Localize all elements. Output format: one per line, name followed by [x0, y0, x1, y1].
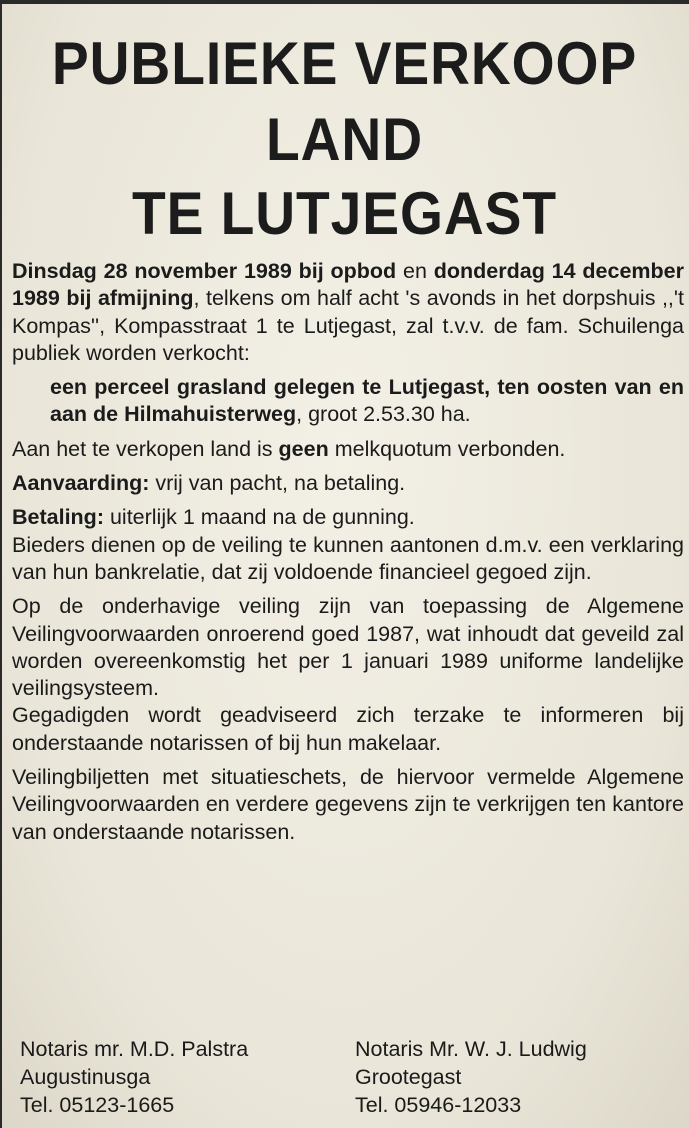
auction-date-2: donderdag 14 december 1989 bij afmijning	[12, 259, 684, 311]
auction-date-1: Dinsdag 28 november 1989 bij opbod	[12, 259, 397, 283]
parcel-size: , groot 2.53.30 ha.	[296, 402, 471, 427]
bidders-paragraph: Bieders dienen op de veiling te kunnen aantonen d.m.v. een verklaring van hun bankrelatie, dat zij voldoende financieel gegoed zijn.	[12, 532, 684, 584]
headline-line-3: TE LUTJEGAST	[131, 180, 558, 247]
notary-right-place: Grootegast	[355, 1065, 462, 1089]
payment-label: Betaling:	[12, 505, 104, 530]
body-text	[12, 258, 684, 846]
conditions-paragraph: Op de onderhavige veiling zijn van toepassing de Algemene Veilingvoorwaarden onroerend goed 1987, wat inhoudt dat geveild zal worden overeenkomstig het per 1 januari 1989 uniforme landelijke veilingsysteem.	[12, 594, 684, 701]
intro-text: , telkens om half acht 's avonds in het dorpshuis ,,'t Kompas'', Kompasstraat 1 te Lutjegast, zal t.v.v. de fam. Schuilenga publiek worden verkocht:	[12, 286, 684, 365]
notary-left-tel: Tel. 05123-1665	[20, 1093, 175, 1117]
intro-conj: en	[396, 259, 434, 283]
milk-text-1: Aan het te verkopen land is	[12, 436, 279, 461]
acceptance-paragraph	[12, 470, 684, 497]
notary-left	[20, 1035, 248, 1119]
tickets-paragraph: Veilingbiljetten met situatieschets, de hiervoor vermelde Algemene Veilingvoorwaarden en verdere gegevens zijn te verkrijgen ten kantore van onderstaande notarissen.	[12, 765, 684, 844]
intro-paragraph	[12, 258, 684, 367]
notary-right-name: Notaris Mr. W. J. Ludwig	[355, 1037, 587, 1061]
left-border	[0, 0, 2, 1128]
milk-quota-paragraph	[12, 436, 684, 463]
parcel-paragraph	[12, 374, 684, 429]
notary-left-place: Augustinusga	[20, 1065, 151, 1089]
parcel-description: een perceel grasland gelegen te Lutjegast, ten oosten van en aan de Hilmahuisterweg	[50, 375, 684, 427]
milk-emphasis: geen	[278, 436, 329, 461]
payment-text: uiterlijk 1 maand na de gunning.	[103, 505, 415, 530]
acceptance-label: Aanvaarding:	[12, 471, 150, 496]
headline-line-1: PUBLIEKE VERKOOP	[51, 30, 638, 97]
headline-line-2: LAND	[265, 106, 423, 173]
advice-paragraph: Gegadigden wordt geadviseerd zich terzake te informeren bij onderstaande notarissen of bij hun makelaar.	[12, 703, 684, 755]
notary-right-tel: Tel. 05946-12033	[355, 1093, 522, 1117]
acceptance-text: vrij van pacht, na betaling.	[149, 471, 406, 496]
payment-paragraph	[12, 504, 684, 531]
notary-left-name: Notaris mr. M.D. Palstra	[20, 1037, 249, 1061]
milk-text-2: melkquotum verbonden.	[328, 436, 566, 461]
notary-right	[355, 1035, 587, 1119]
top-border	[0, 0, 689, 4]
